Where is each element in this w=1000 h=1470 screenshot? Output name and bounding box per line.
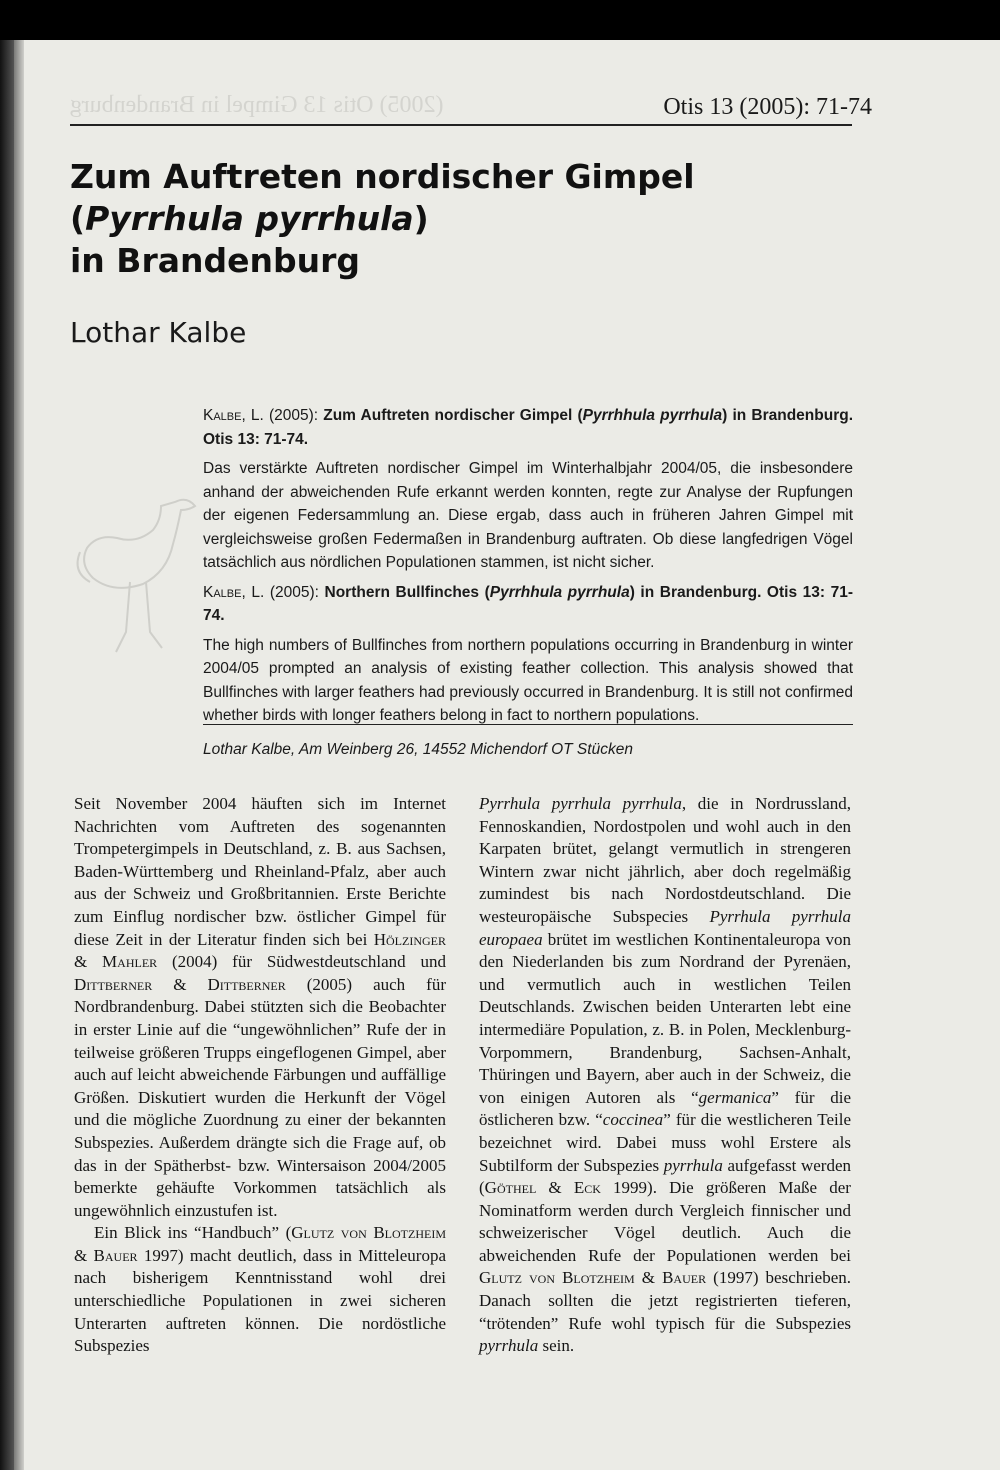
citation-author: Kalbe	[203, 583, 242, 601]
journal-reference: Otis 13 (2005): 71-74	[663, 94, 872, 120]
citation-title-b: ) in Brandenburg. Otis 13: 71-74.	[203, 407, 854, 448]
show-through-header: (2005) Otis 13 Gimpel in Brandenburg	[70, 92, 444, 118]
body-column-right	[479, 793, 851, 1358]
text-run: Seit November 2004 häuften sich im Internet Nachrichten vom Auftreten des sogenannten Trompetergimpels in Deutschland, z. B. aus Sachsen, Baden-Württemberg und Rheinland-Pfalz, aber auch aus der Schweiz und Großbritannien. Erste Berichte zum Einflug nordischer bzw. östlicher Gimpel für diese Zeit in der Literatur finden sich bei	[74, 794, 446, 949]
article-title	[70, 156, 860, 282]
binding-edge	[0, 40, 14, 1470]
citation-species: Pyrrhhula pyrrhula	[489, 583, 630, 601]
abstract-block	[203, 404, 853, 761]
citation-title-b: ) in Brandenburg. Otis 13: 71-74.	[203, 583, 853, 624]
header-rule	[70, 124, 852, 126]
text-run: Ein Blick ins “Handbuch” (	[94, 1223, 292, 1243]
paragraph	[74, 1222, 446, 1358]
text-run: brütet im westlichen Kontinentaleuropa von den Niederlanden bis zum Nordrand der Pyrenäen, und vermutlich auch in westlichen Teilen Deutschlands. Zwischen beiden Unterarten lebt eine intermediäre Population, z. B. in Polen, Mecklenburg-Vorpommern, Brandenburg, Sachsen-Anhalt, Thüringen und Bayern, aber auch in der Schweiz, die von einigen Autoren als “	[479, 929, 851, 1107]
body-column-left	[74, 793, 446, 1358]
text-run: 1999). Die größeren Maße der Nominatform werden durch Vergleich finnischer und schweizerischer Vögel deutlich. Auch die abweichenden Rufe der Populationen werden bei	[479, 1178, 851, 1265]
citation-author: Kalbe	[203, 407, 242, 424]
citation-year: , L. (2005):	[241, 583, 325, 601]
author-address: Lothar Kalbe, Am Weinberg 26, 14552 Michendorf OT Stücken	[203, 740, 633, 758]
abstract-german: Das verstärkte Auftreten nordischer Gimpel im Winterhalbjahr 2004/05, die insbesondere anhand der abweichenden Rufe erkannt werden konnten, regte zur Analyse der Rupfungen der eigenen Federsammlung an. Diese ergab, dass auch in früheren Jahren Gimpel mit vergleichsweise großen Federmaßen in Brandenburg auftraten. Ob diese langfedrigen Vögel tatsächlich aus nördlichen Populationen stammen, ist nicht sicher.	[203, 460, 853, 571]
paragraph	[479, 793, 851, 1358]
citation-ref: Glutz von Blotzheim & Bauer	[74, 1223, 446, 1265]
page-gutter-shadow	[14, 40, 24, 1470]
title-species: Pyrrhula pyrrhula	[85, 199, 414, 238]
paragraph	[74, 793, 446, 1222]
species-name: Pyrrhula pyrrhula europaea	[479, 906, 851, 949]
abstract-rule	[203, 724, 853, 725]
species-name: coccinea	[602, 1110, 664, 1130]
title-text: Zum Auftreten nordischer Gimpel (	[70, 157, 695, 238]
text-run: (2004) für Südwestdeutschland und	[157, 952, 446, 972]
citation-english	[203, 581, 853, 628]
citation-title-a: Northern Bullfinches (	[324, 583, 490, 601]
text-run: aufgefasst werden (	[479, 1155, 852, 1198]
title-line-2: in Brandenburg	[70, 241, 360, 280]
citation-species: Pyrrhhula pyrrhula	[582, 407, 723, 424]
citation-ref: Göthel & Eck	[484, 1178, 601, 1198]
title-text-end: )	[413, 199, 429, 238]
text-run: 1997) macht deutlich, dass in Mitteleuropa nach bisherigem Kenntnisstand wohl drei unterschiedliche Populationen in zwei sicheren Unterarten auftreten können. Die nordöstliche Subspezies	[74, 1245, 447, 1356]
citation-ref: Glutz von Blotzheim & Bauer	[479, 1268, 707, 1288]
text-run: (2005) auch für Nordbrandenburg. Dabei stützten sich die Beobachter in erster Linie auf die “ungewöhnlichen” Rufe der in teilweise größeren Trupps eingeflogenen Gimpel, aber auch auf leicht abweichende Färbungen und auffällige Größen. Diskutiert wurden die Herkunft der Vögel und die mögliche Zuordnung zu einer der bekannten Subspezies. Außerdem drängte sich die Frage auf, ob das in der Spätherbst- bzw. Wintersaison 2004/2005 bemerkte gehäufte Vorkommen tatsächlich als ungewöhnlich einzustufen ist.	[74, 974, 446, 1220]
species-name: pyrrhula	[479, 1336, 539, 1356]
citation-ref: Hölzinger & Mahler	[74, 929, 446, 972]
citation-german	[203, 404, 853, 451]
text-run: sein.	[538, 1336, 575, 1356]
species-name: germanica	[698, 1087, 772, 1107]
species-name: Pyrrhula pyrrhula pyrrhula	[479, 794, 682, 813]
author-name: Lothar Kalbe	[70, 316, 247, 349]
citation-ref: Dittberner & Dittberner	[74, 974, 286, 994]
species-name: pyrrhula	[663, 1155, 723, 1175]
text-run: (1997) beschrieben. Danach sollten die jetzt registrierten tieferen, “trötenden” Rufe wohl typisch für die Subspezies	[479, 1268, 851, 1333]
text-run: ” für die westlicheren Teile bezeichnet wird. Dabei muss wohl Erstere als Subtilform der Subspezies	[479, 1110, 851, 1175]
citation-title-a: Zum Auftreten nordischer Gimpel (	[323, 407, 583, 424]
abstract-english: The high numbers of Bullfinches from northern populations occurring in Brandenburg in winter 2004/05 prompted an analysis of existing feather collection. This analysis showed that Bullfinches with larger feathers had previously occurred in Brandenburg. It is still not confirmed whether birds with longer feathers belong in fact to northern populations.	[203, 636, 853, 724]
text-run: , die in Nordrussland, Fennoskandien, Nordostpolen und wohl auch in den Karpaten brütet, gelangt vermutlich in strengeren Wintern zwar nicht jährlich, aber doch regelmäßig zumindest bis nach Nordostdeutschland. Die westeuropäische Subspecies	[479, 794, 851, 926]
text-run: ” für die östlicheren bzw. “	[479, 1087, 851, 1130]
citation-year: , L. (2005):	[241, 407, 324, 424]
bird-watermark	[70, 482, 200, 672]
